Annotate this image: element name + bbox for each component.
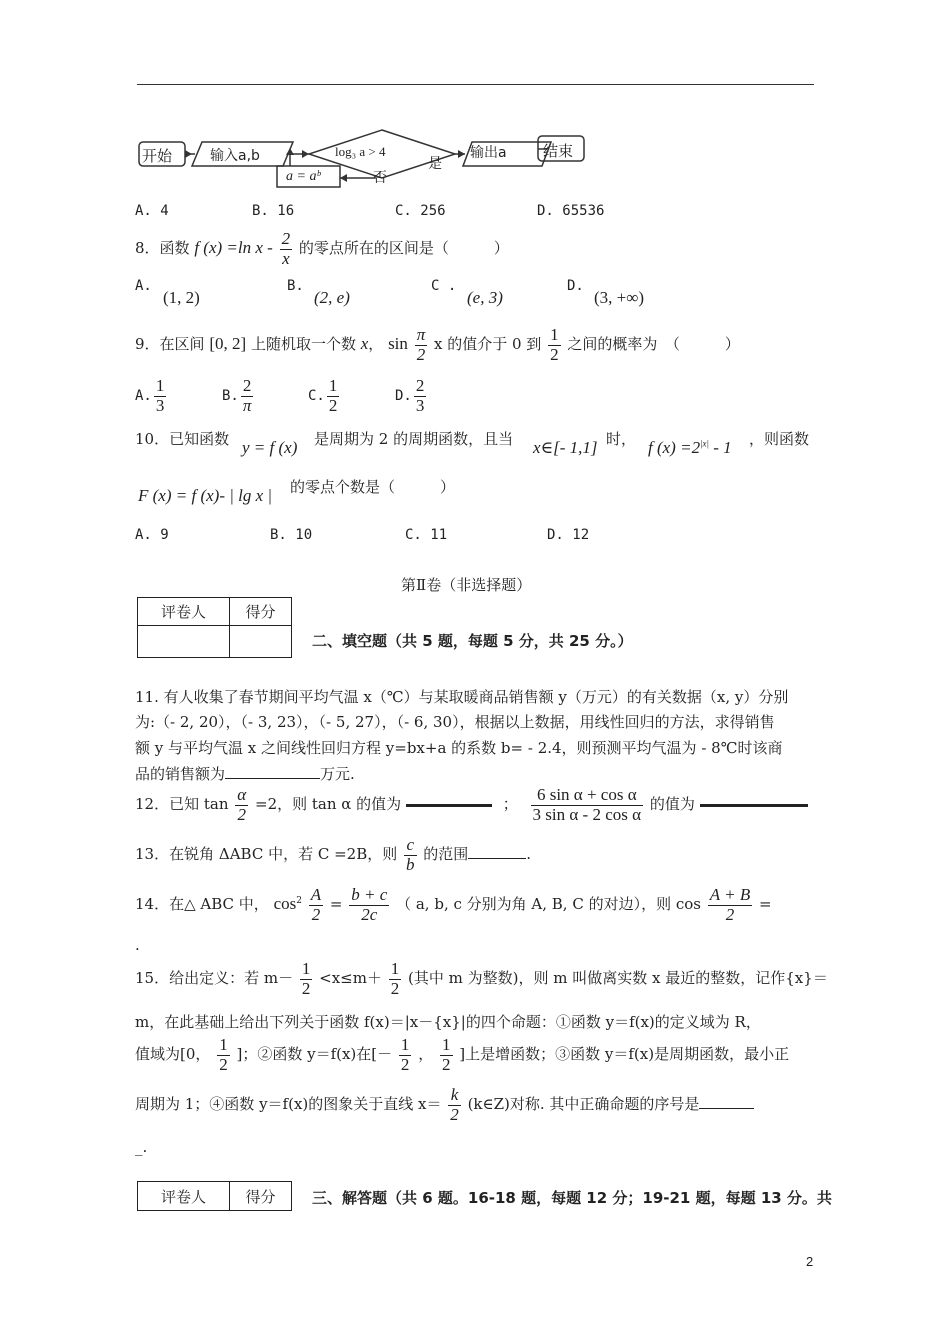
q8-option-c-value: (e, 3) [467,288,503,307]
section2-heading: 二、填空题（共 5 题，每题 5 分，共 25 分。） [312,632,633,650]
q9-option-c: C. $\frac{1}{2}$ [308,376,338,415]
q8-option-c-label: C . [431,278,457,294]
q7-option-d: D. 65536 [537,203,605,219]
q15-line2: m，在此基础上给出下列关于函数 f(x)＝|x－{x}|的四个命题：①函数 y＝f(x)的定义域为 R， [135,1013,761,1031]
q15-line1: 15．给出定义：若 m－ $\frac{1}{2}$ <x≤m＋ $\frac{1}{2}$ (其中 m 为整数)，则 m 叫做离实数 x 最近的整数，记作{x}＝ [135,959,828,998]
q9-option-a: A. $\frac{1}{3}$ [135,376,165,415]
page-number: 2 [806,1254,814,1269]
q10-option-c: C. 11 [405,527,448,543]
q15-line4: 周期为 1；④函数 y＝f(x)的图象关于直线 x＝ $\frac{k}{2}$ (k∈Z)对称. 其中正确命题的序号是 [135,1086,754,1124]
q10-stem-e: 的零点个数是（ ） [290,478,456,496]
header-rule [137,84,814,85]
score-table-1 [137,597,292,658]
q11-line1: 11. 有人收集了春节期间平均气温 x（℃）与某取暖商品销售额 y（万元）的有关数据（x, y）分别 [135,688,789,706]
q10-stem-d: ，则函数 [749,430,810,448]
flow-condition-label: log₃ a > 4 [335,144,386,159]
score-header-grader: 评卷人 [138,598,230,626]
section3-heading: 三、解答题（共 6 题。16-18 题，每题 12 分；19-21 题，每题 13 分。共 [312,1189,832,1207]
q10-stem-b: 是周期为 2 的周期函数，且当 [314,430,514,448]
score-cell-grader [138,626,230,658]
q10-option-a: A. 9 [135,527,169,543]
q8-stem: 8．函数 f (x) =ln x - $\frac{2}{x}$ 的零点所在的区间是（ ） [135,229,509,268]
q12-stem: 12．已知 tan $\frac{\alpha}{2}$ =2，则 tan α 的值为 ； $\frac{\text{6 sin α + cos α}}{\text{3 sin α - 2 cos α}}$ 的值为 [135,786,808,824]
flow-start-label: 开始 [142,147,173,165]
q10-stem-c: 时， [606,430,637,448]
part2-title: 第Ⅱ卷（非选择题） [401,576,532,594]
q8-option-b-value: (2, e) [314,288,350,307]
q11-line2: 为:（- 2, 20），（- 3, 23），（- 5, 27），（- 6, 30），根据以上数据，用线性回归的方法，求得销售 [135,713,775,731]
q10-stem-a: 10．已知函数 [135,430,230,448]
q14-stem: 14．在△ ABC 中， $\cos^2$ $\frac{A}{2}$ = $\frac{b + c}{2c}$ （ a, b, c 分别为角 A, B, C 的对边），则 cos $\frac{A + B}{2}$ = [135,885,772,924]
q12-answer-blank-2[interactable] [700,804,808,807]
q12-answer-blank-1[interactable] [406,804,492,807]
flow-yes-label: 是 [428,156,442,172]
q10-yfx: y = f (x) [242,438,298,457]
q8-option-b-label: B. [287,278,304,294]
score-cell-score [229,626,291,658]
q10-cond: x∈[- 1,1] [533,438,598,457]
q15-line3: 值域为[0， $\frac{1}{2}$ ]；②函数 y＝f(x)在[－ $\frac{1}{2}$ ， $\frac{1}{2}$ ]上是增函数；③函数 y＝f(x)是周期函数，最小正 [135,1035,790,1074]
q8-option-a-label: A. [135,278,152,294]
q9-option-b: B. $\frac{2}{\pi}$ [222,376,252,415]
q10-option-d: D. 12 [547,527,590,543]
q9-option-d: D. $\frac{2}{3}$ [395,376,425,415]
q15-line5: _. [135,1138,148,1156]
score-header-score: 得分 [229,598,291,626]
score-table-2 [137,1181,292,1211]
flow-input-label: 输入a,b [210,148,260,164]
q7-option-a: A. 4 [135,203,169,219]
flow-no-label: 否 [373,170,387,186]
q14-end-dot: . [135,936,140,954]
q10-Fdef: F (x) = f (x)- | lg x | [138,486,273,505]
q11-line3: 额 y 与平均气温 x 之间线性回归方程 y=bx+a 的系数 b= - 2.4，则预测平均气温为 - 8℃时该商 [135,739,783,757]
q11-line4: 品的销售额为 万元. [135,765,355,783]
score-header-grader-2: 评卷人 [138,1182,230,1211]
flow-assign-label: a = aᵇ [286,169,321,184]
q10-option-b: B. 10 [270,527,313,543]
q7-option-c: C. 256 [395,203,446,219]
q7-option-b: B. 16 [252,203,295,219]
q15-answer-blank[interactable] [699,1108,754,1109]
flow-end-label: 结束 [543,142,574,160]
flow-output-label: 输出a [470,145,507,161]
q13-stem: 13．在锐角 ΔABC 中，若 C =2B，则 $\frac{c}{b}$ 的范围 . [135,835,532,874]
q8-option-a-value: (1, 2) [163,288,200,307]
q13-answer-blank[interactable] [468,858,526,859]
q8-option-d-value: (3, +∞) [594,288,645,307]
q10-fdef: f $(x) =2^{|x|} - 1$ [648,438,732,457]
score-header-score-2: 得分 [229,1182,291,1211]
q9-stem: 9．在区间 [0, 2] 上随机取一个数 x， sin $\frac{\pi}{2}$ x 的值介于 0 到 $\frac{1}{2}$ 之间的概率为 （ ） [135,325,740,364]
q8-option-d-label: D. [567,278,584,294]
